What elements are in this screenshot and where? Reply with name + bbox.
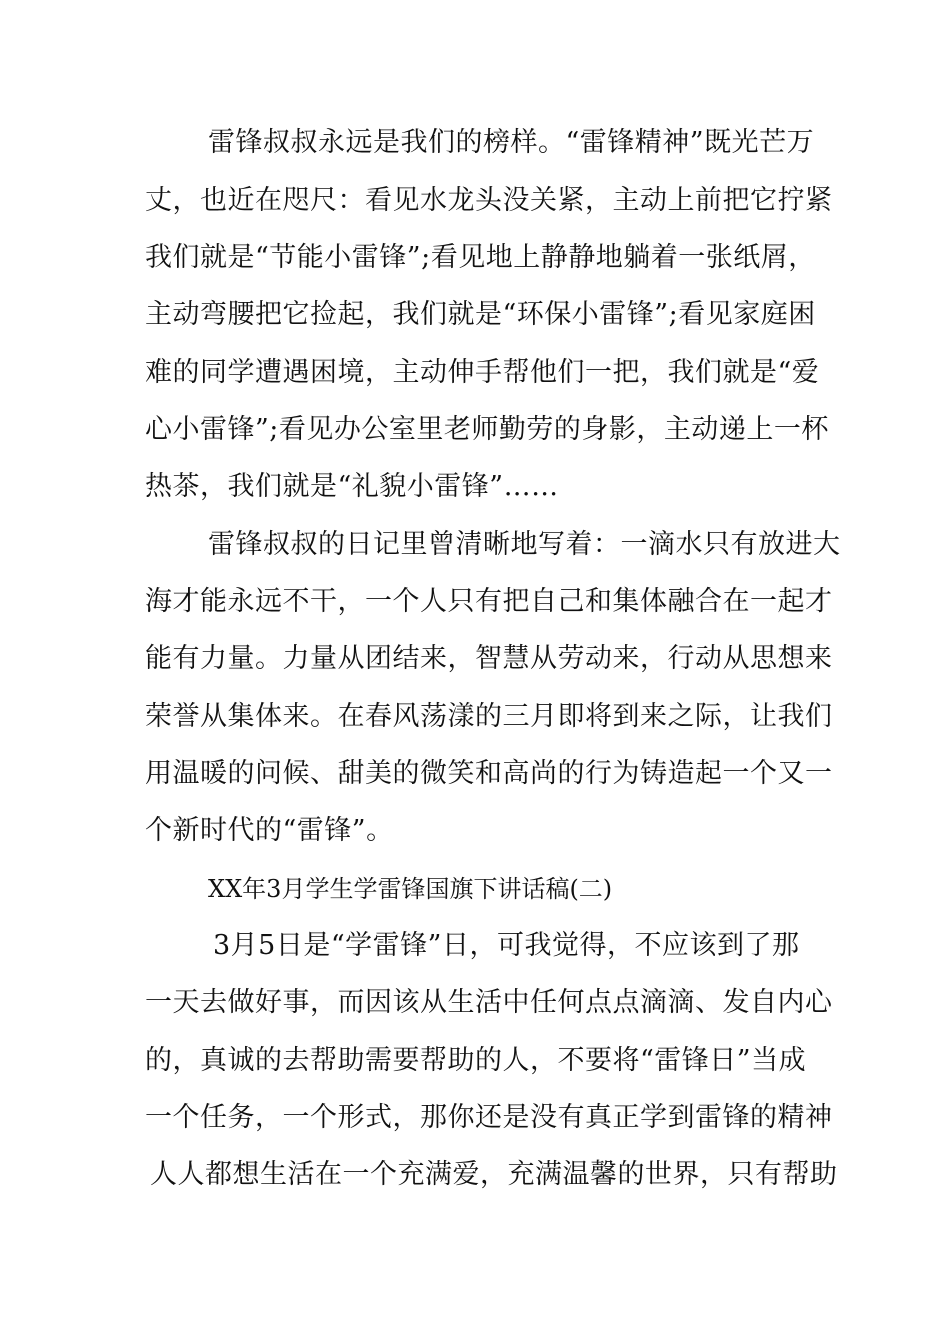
- paragraph-line: 海才能永远不干，一个人只有把自己和集体融合在一起才: [145, 586, 833, 617]
- paragraph-line: 一个任务，一个形式，那你还是没有真正学到雷锋的精神: [145, 1102, 833, 1133]
- paragraph-line: 用温暖的问候、甜美的微笑和高尚的行为铸造起一个又一: [145, 758, 833, 789]
- paragraph-line: 心小雷锋”;看见办公室里老师勤劳的身影，主动递上一杯: [145, 414, 829, 445]
- paragraph-line: 我们就是“节能小雷锋”;看见地上静静地躺着一张纸屑，: [145, 242, 816, 273]
- paragraph-line: 一天去做好事，而因该从生活中任何点点滴滴、发自内心: [145, 987, 833, 1018]
- paragraph-line: 个新时代的“雷锋”。: [145, 815, 394, 846]
- paragraph-line: 丈，也近在咫尺：看见水龙头没关紧，主动上前把它拧紧: [145, 185, 833, 216]
- paragraph-line: 雷锋叔叔永远是我们的榜样。“雷锋精神”既光芒万: [208, 127, 815, 158]
- paragraph-line: 人人都想生活在一个充满爱，充满温馨的世界，只有帮助: [150, 1159, 838, 1190]
- paragraph-line: 难的同学遭遇困境，主动伸手帮他们一把，我们就是“爱: [145, 357, 820, 388]
- paragraph-line: 3月5日是“学雷锋”日，可我觉得，不应该到了那: [213, 930, 800, 961]
- paragraph-line: 荣誉从集体来。在春风荡漾的三月即将到来之际，让我们: [145, 701, 833, 732]
- paragraph-line: 雷锋叔叔的日记里曾清晰地写着：一滴水只有放进大: [208, 529, 841, 560]
- paragraph-line: 主动弯腰把它捡起，我们就是“环保小雷锋”;看见家庭困: [145, 299, 816, 330]
- section-heading: XX年3月学生学雷锋国旗下讲话稿(二): [208, 875, 613, 903]
- paragraph-line: 热茶，我们就是“礼貌小雷锋”……: [145, 471, 559, 502]
- paragraph-line: 的，真诚的去帮助需要帮助的人，不要将“雷锋日”当成: [145, 1045, 807, 1076]
- paragraph-line: 能有力量。力量从团结来，智慧从劳动来，行动从思想来: [145, 643, 833, 674]
